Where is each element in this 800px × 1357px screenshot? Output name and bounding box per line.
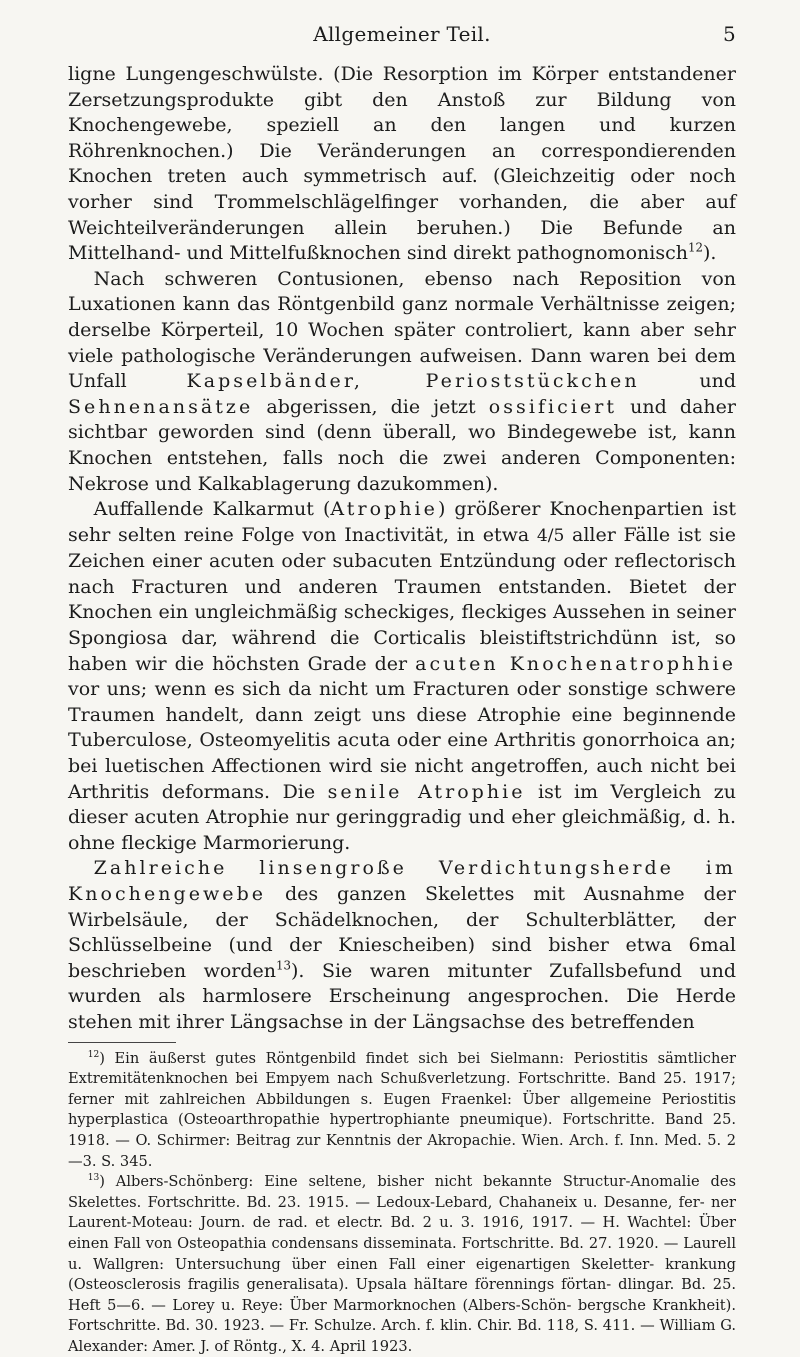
paragraph-3-text-a: Auffallende Kalkarmut (: [93, 498, 331, 521]
paragraph-1-end: ).: [702, 242, 717, 265]
spaced-term-kapselbaender: Kapselbänder, Perioststückchen: [186, 370, 640, 393]
fraction-four-fifths: 4/5: [536, 525, 565, 546]
footnote-divider: [68, 1042, 176, 1043]
paragraph-2: [68, 267, 736, 497]
paragraph-2-text-c: abgerissen, die jetzt: [253, 395, 489, 418]
paragraph-1: [68, 62, 736, 267]
spaced-term-senile-atrophie: senile Atrophie: [327, 780, 526, 803]
paragraph-2-text-b: und: [639, 370, 736, 393]
paragraph-2-text-d: und daher sichtbar geworden sind (denn überall, wo Bindegewebe ist, kann Knochen entstehen, falls noch die zwei anderen Componenten: Nekrose und Kalkablagerung dazukommen).: [68, 395, 736, 495]
spaced-term-verdichtungsherde: Zahlreiche linsengroße Verdichtungsherde im Knochengewebe: [68, 857, 736, 905]
paragraph-4-text-b: ). Sie waren mitunter Zufallsbefund und wurden als harmlosere Erscheinung angesprochen. Die Herde stehen mit ihrer Längsachse in der Längsachse des betreffenden: [68, 959, 736, 1033]
spaced-term-atrophie: Atrophie: [330, 498, 438, 521]
paragraph-1-text: ligne Lungengeschwülste. (Die Resorption im Körper entstandener Zersetzungsprodukte gibt den Anstoß zur Bildung von Knochengewebe, speziell an den langen und kurzen Röhrenknochen.) Die Veränderungen an correspondierenden Knochen treten auch symmetrisch auf. (Gleichzeitig oder noch vorher sind Trommelschlägelfinger vorhanden, die aber auf Weichteilveränderungen allein beruhen.) Die Befunde an Mittelhand- und Mittelfußknochen sind direkt pathognomonisch: [68, 63, 736, 265]
spaced-term-sehnenansaetze: Sehnenansätze: [68, 395, 254, 418]
paragraph-3: [68, 497, 736, 856]
paragraph-3-text-d: vor uns; wenn es sich da nicht um Fracturen oder sonstige schwere Traumen handelt, dann zeigt uns diese Atrophie eine beginnende Tuberculose, Osteomyelitis acuta oder eine Arthritis gonorrhoica an; bei luetischen Affectionen wird sie nicht angetroffen, auch nicht bei Arthritis deformans. Die: [68, 678, 736, 803]
footnote-13-mark: 13: [87, 1173, 100, 1184]
paragraph-4: [68, 856, 736, 1035]
footnote-12-text: ) Ein äußerst gutes Röntgenbild findet sich bei Sielmann: Periostitis sämtlicher Extremitätenknochen bei Empyem nach Schußverletzung. Fortschritte. Band 25. 1917; ferner mit zahlreichen Abbildungen s. Eugen Fraenkel: Über allgemeine Periostitis hyperplastica (Osteoarthropathie hypertrophiante pneumique). Fortschritte. Band 25. 1918. — O. Schirmer: Beitrag zur Kenntnis der Akropachie. Wien. Arch. f. Inn. Med. 5. 2—3. S. 345.: [68, 1049, 736, 1170]
footnote-12-mark: 12: [87, 1049, 100, 1060]
footnote-ref-13: 13: [276, 958, 291, 973]
paragraph-3-text-b: ) größerer Knochenpartien ist sehr selten reine Folge von Inactivität, in etwa: [68, 498, 736, 546]
spaced-term-ossificiert: ossificiert: [488, 395, 618, 418]
paragraph-4-text-a: des ganzen Skelettes mit Ausnahme der Wirbelsäule, der Schädelknochen, der Schulterblätter, der Schlüsselbeine (und der Kniescheiben) sind bisher etwa 6mal beschrieben worden: [68, 883, 736, 982]
footnote-ref-12: 12: [687, 240, 703, 255]
running-title: Allgemeiner Teil.: [313, 22, 491, 46]
main-text: [68, 62, 736, 1036]
paragraph-3-text-e: ist im Vergleich zu dieser acuten Atrophie nur geringgradig und eher gleichmäßig, d. h. ohne fleckige Marmorierung.: [68, 780, 736, 854]
page-number: 5: [722, 22, 736, 46]
spaced-term-acute-atrophie: acuten Knochenatrophhie: [415, 652, 736, 675]
running-header: [68, 22, 736, 52]
footnote-13: [68, 1172, 736, 1357]
paragraph-3-text-c: aller Fälle ist sie Zeichen einer acuten oder subacuten Entzündung oder reflectorisch nach Fracturen und anderen Traumen entstanden. Bietet der Knochen ein ungleichmäßig scheckiges, fleckiges Aussehen in seiner Spongiosa dar, während die Corticalis bleistiftstrichdünn ist, so haben wir die höchsten Grade der: [68, 523, 736, 675]
footnotes: [68, 1049, 736, 1357]
book-page: [68, 22, 736, 1357]
footnote-12: [68, 1049, 736, 1173]
footnote-13-text: ) Albers-Schönberg: Eine seltene, bisher nicht bekannte Structur-Anomalie des Skelettes. Fortschritte. Bd. 23. 1915. — Ledoux-Lebard, Chahaneix u. Desanne, fer- ner Laurent-Moteau: Journ. de rad. et electr. Bd. 2 u. 3. 1916, 1917. — H. Wachtel: Über einen Fall von Osteopathia condensans disseminata. Fortschritte. Bd. 27. 1920. — Laurell u. Wallgren: Untersuchung über einen Fall einer eigenartigen Skeletter- krankung (Osteosclerosis fragilis generalisata). Upsala häItare förennings förtan- dlingar. Bd. 25. Heft 5—6. — Lorey u. Reye: Über Marmorknochen (Albers-Schön- bergsche Krankheit). Fortschritte. Bd. 30. 1923. — Fr. Schulze. Arch. f. klin. Chir. Bd. 118, S. 411. — William G. Alexander: Amer. J. of Röntg., X. 4. April 1923.: [68, 1173, 736, 1355]
paragraph-2-text-a: Nach schweren Contusionen, ebenso nach Reposition von Luxationen kann das Röntgenbild ganz normale Verhältnisse zeigen; derselbe Körperteil, 10 Wochen später controliert, kann aber sehr viele pathologische Veränderungen aufweisen. Dann waren bei dem Unfall: [68, 267, 736, 393]
